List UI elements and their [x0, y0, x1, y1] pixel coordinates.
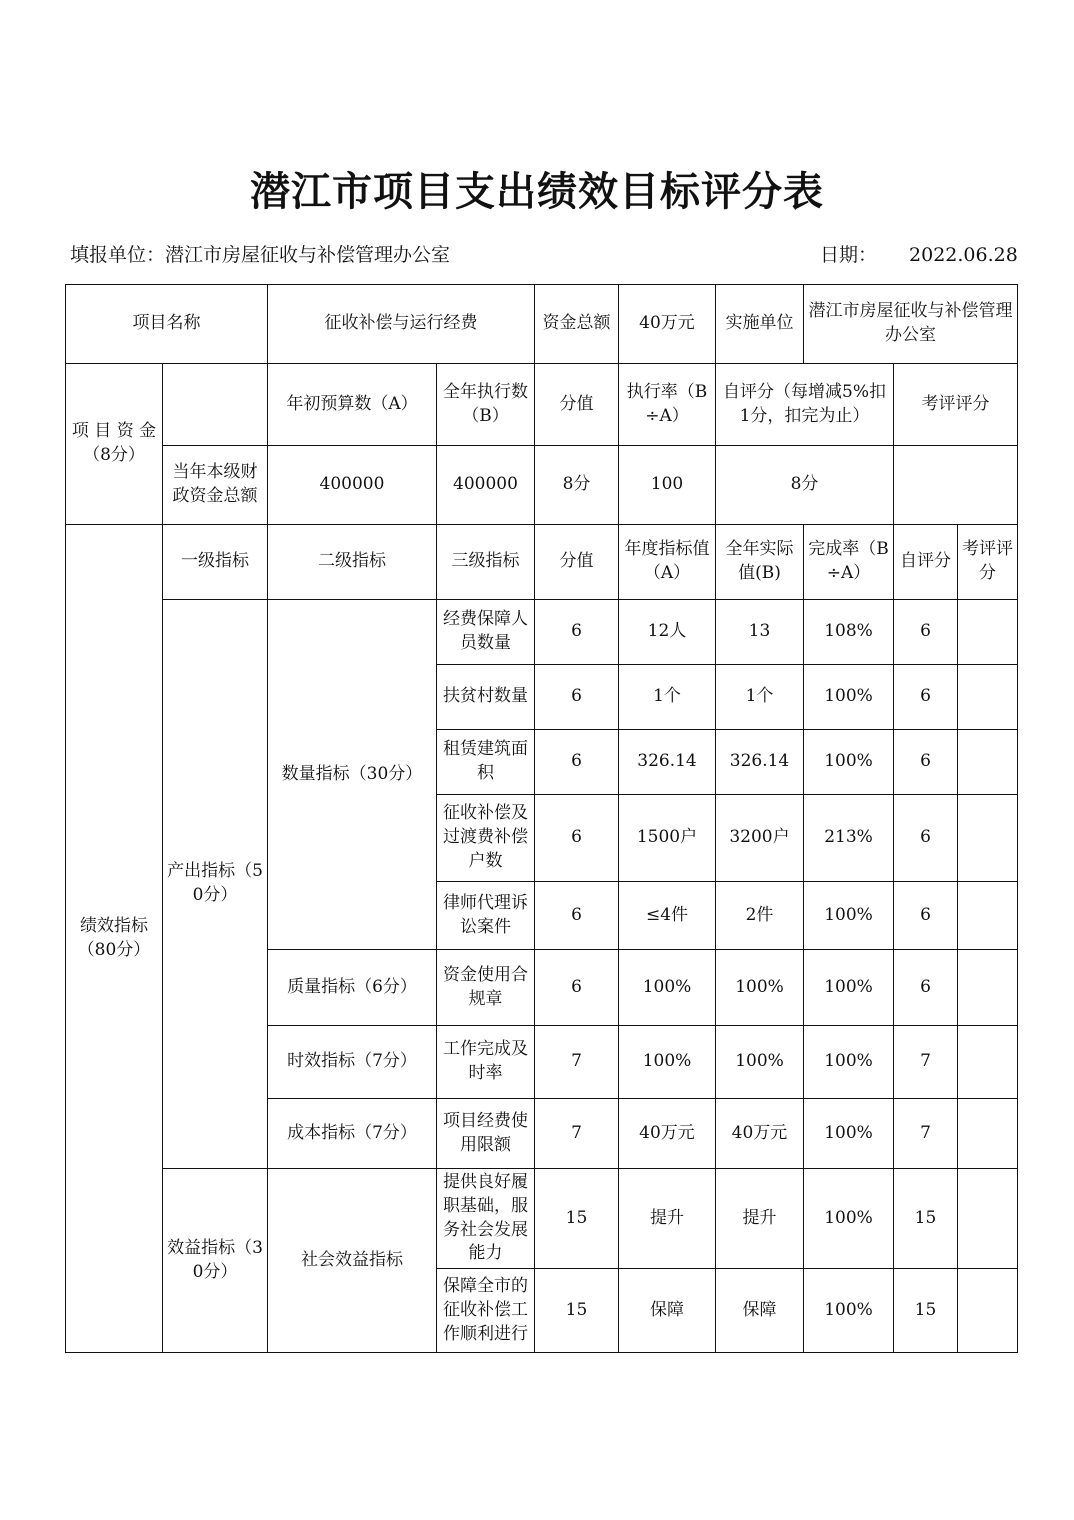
funds-review-score	[894, 446, 1018, 525]
indicator-score: 15	[535, 1169, 619, 1269]
indicator-target: 保障	[619, 1269, 716, 1353]
indicator-name: 律师代理诉讼案件	[437, 882, 535, 950]
indicator-completion: 100%	[804, 730, 894, 795]
indicator-review	[958, 1269, 1018, 1353]
col-review-score: 考评评分	[894, 364, 1018, 446]
indicator-name: 租赁建筑面积	[437, 730, 535, 795]
indicator-review	[958, 882, 1018, 950]
indicator-actual: 326.14	[716, 730, 804, 795]
hdr-completion: 完成率（B÷A）	[804, 525, 894, 600]
table-row	[66, 600, 1018, 665]
indicator-name: 提供良好履职基础，服务社会发展能力	[437, 1169, 535, 1269]
funds-score-value: 8分	[535, 446, 619, 525]
funds-self-score: 8分	[716, 446, 894, 525]
funds-rate: 100	[619, 446, 716, 525]
funds-exec: 400000	[437, 446, 535, 525]
indicator-target: 12人	[619, 600, 716, 665]
indicator-self: 6	[894, 600, 958, 665]
funds-row-label: 当年本级财政资金总额	[163, 446, 268, 525]
hdr-actual: 全年实际值(B)	[716, 525, 804, 600]
col-score-value: 分值	[535, 364, 619, 446]
hdr-score: 分值	[535, 525, 619, 600]
perf-header-row	[66, 525, 1018, 600]
indicator-completion: 100%	[804, 1026, 894, 1099]
hdr-level1: 一级指标	[163, 525, 268, 600]
indicator-review	[958, 950, 1018, 1026]
indicator-review	[958, 1169, 1018, 1269]
date-value: 2022.06.28	[909, 244, 1018, 266]
impl-unit-label: 实施单位	[716, 285, 804, 364]
table-row	[66, 1169, 1018, 1269]
indicator-actual: 3200户	[716, 795, 804, 882]
indicator-name: 保障全市的征收补偿工作顺利进行	[437, 1269, 535, 1353]
indicator-self: 6	[894, 882, 958, 950]
project-info-row	[66, 285, 1018, 364]
col-exec: 全年执行数（B）	[437, 364, 535, 446]
indicator-review	[958, 795, 1018, 882]
indicator-self: 6	[894, 665, 958, 730]
hdr-level2: 二级指标	[268, 525, 437, 600]
indicator-completion: 100%	[804, 1169, 894, 1269]
indicator-target: 100%	[619, 950, 716, 1026]
indicator-name: 征收补偿及过渡费补偿户数	[437, 795, 535, 882]
indicator-review	[958, 600, 1018, 665]
indicator-actual: 保障	[716, 1269, 804, 1353]
indicator-actual: 提升	[716, 1169, 804, 1269]
score-table	[65, 284, 1018, 1353]
indicator-target: 326.14	[619, 730, 716, 795]
perf-section-label: 绩效指标（80分）	[66, 525, 163, 1353]
indicator-completion: 213%	[804, 795, 894, 882]
indicator-review	[958, 1026, 1018, 1099]
indicator-score: 15	[535, 1269, 619, 1353]
funds-blank-cell	[163, 364, 268, 446]
indicator-name: 扶贫村数量	[437, 665, 535, 730]
indicator-score: 6	[535, 730, 619, 795]
indicator-completion: 100%	[804, 950, 894, 1026]
indicator-score: 7	[535, 1099, 619, 1169]
hdr-self: 自评分	[894, 525, 958, 600]
funds-budget: 400000	[268, 446, 437, 525]
cost-indicator-label: 成本指标（7分）	[268, 1099, 437, 1169]
indicator-target: 100%	[619, 1026, 716, 1099]
date-block	[820, 240, 1018, 267]
indicator-self: 7	[894, 1099, 958, 1169]
indicator-actual: 100%	[716, 1026, 804, 1099]
hdr-review: 考评评分	[958, 525, 1018, 600]
indicator-completion: 100%	[804, 1099, 894, 1169]
indicator-self: 15	[894, 1169, 958, 1269]
col-self-score: 自评分（每增减5%扣1分，扣完为止）	[716, 364, 894, 446]
funds-header-row	[66, 364, 1018, 446]
indicator-completion: 100%	[804, 665, 894, 730]
hdr-target: 年度指标值（A）	[619, 525, 716, 600]
indicator-completion: 100%	[804, 882, 894, 950]
indicator-self: 15	[894, 1269, 958, 1353]
indicator-self: 6	[894, 795, 958, 882]
funds-value-row	[66, 446, 1018, 525]
indicator-self: 7	[894, 1026, 958, 1099]
indicator-name: 工作完成及时率	[437, 1026, 535, 1099]
page-title: 潜江市项目支出绩效目标评分表	[250, 169, 824, 215]
col-budget: 年初预算数（A）	[268, 364, 437, 446]
indicator-score: 6	[535, 950, 619, 1026]
indicator-score: 7	[535, 1026, 619, 1099]
indicator-completion: 108%	[804, 600, 894, 665]
indicator-score: 6	[535, 600, 619, 665]
project-name-value: 征收补偿与运行经费	[268, 285, 535, 364]
indicator-review	[958, 1099, 1018, 1169]
indicator-score: 6	[535, 882, 619, 950]
funds-section-label: 项 目 资 金（8分）	[66, 364, 163, 525]
quantity-indicator-label: 数量指标（30分）	[268, 600, 437, 950]
indicator-self: 6	[894, 950, 958, 1026]
indicator-review	[958, 665, 1018, 730]
indicator-completion: 100%	[804, 1269, 894, 1353]
impl-unit-value: 潜江市房屋征收与补偿管理办公室	[804, 285, 1018, 364]
indicator-name: 经费保障人员数量	[437, 600, 535, 665]
indicator-target: 1个	[619, 665, 716, 730]
col-rate: 执行率（B÷A）	[619, 364, 716, 446]
fund-total-value: 40万元	[619, 285, 716, 364]
hdr-level3: 三级指标	[437, 525, 535, 600]
indicator-actual: 100%	[716, 950, 804, 1026]
fund-total-label: 资金总额	[535, 285, 619, 364]
indicator-target: 1500户	[619, 795, 716, 882]
quality-indicator-label: 质量指标（6分）	[268, 950, 437, 1026]
reporting-unit: 填报单位：潜江市房屋征收与补偿管理办公室	[70, 244, 451, 266]
indicator-target: ≤4件	[619, 882, 716, 950]
indicator-score: 6	[535, 665, 619, 730]
indicator-actual: 1个	[716, 665, 804, 730]
indicator-actual: 2件	[716, 882, 804, 950]
project-name-label: 项目名称	[66, 285, 268, 364]
indicator-actual: 13	[716, 600, 804, 665]
indicator-target: 提升	[619, 1169, 716, 1269]
indicator-name: 项目经费使用限额	[437, 1099, 535, 1169]
indicator-self: 6	[894, 730, 958, 795]
benefit-indicator-label: 效益指标（30分）	[163, 1169, 268, 1353]
indicator-review	[958, 730, 1018, 795]
indicator-actual: 40万元	[716, 1099, 804, 1169]
timeliness-indicator-label: 时效指标（7分）	[268, 1026, 437, 1099]
indicator-name: 资金使用合规章	[437, 950, 535, 1026]
social-benefit-label: 社会效益指标	[268, 1169, 437, 1353]
indicator-score: 6	[535, 795, 619, 882]
output-indicator-label: 产出指标（50分）	[163, 600, 268, 1169]
date-label: 日期：	[820, 244, 878, 266]
indicator-target: 40万元	[619, 1099, 716, 1169]
